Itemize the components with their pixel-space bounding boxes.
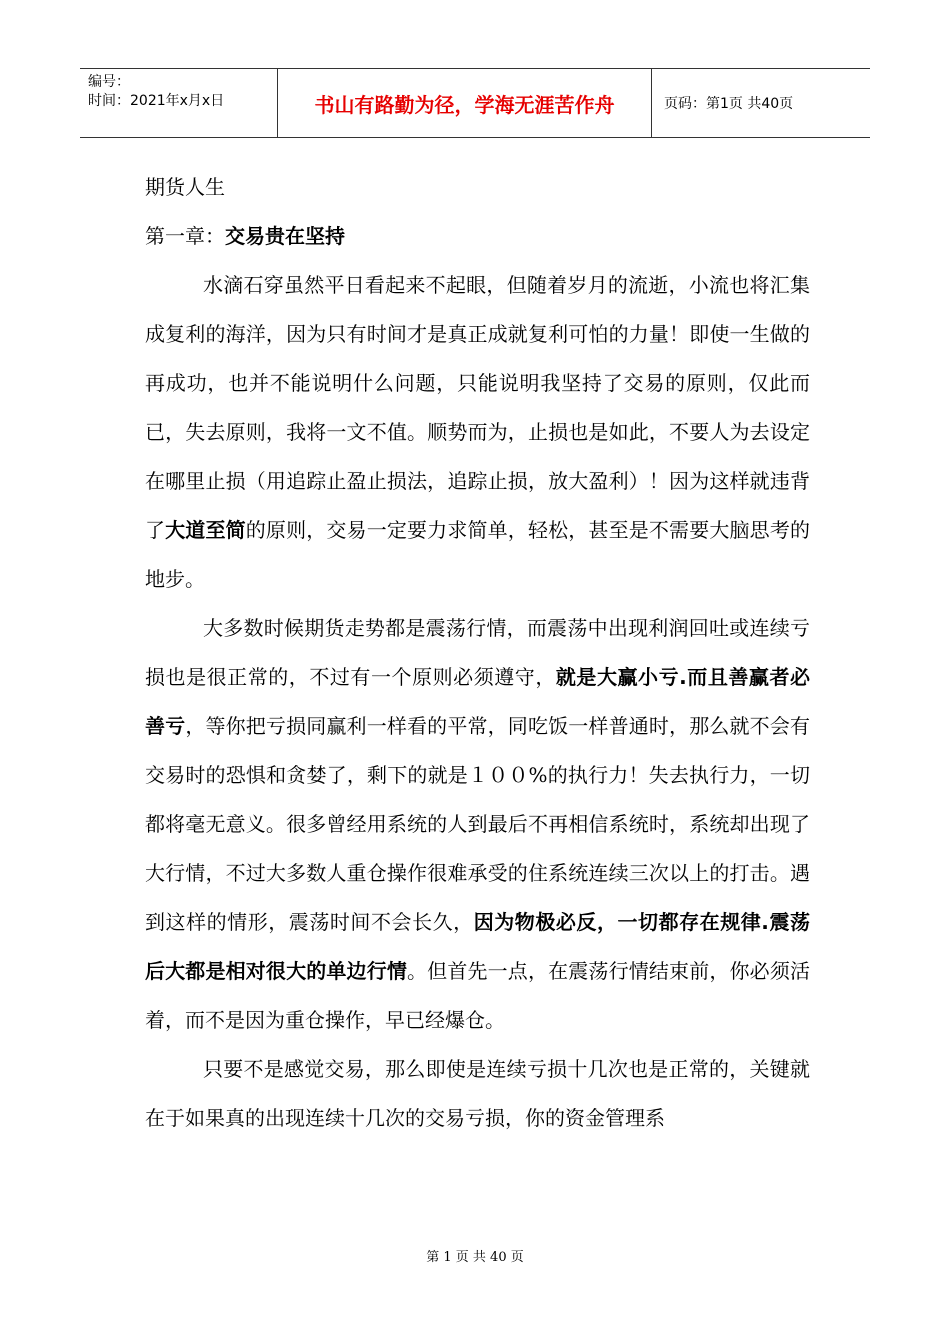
bold-phrase: 因为物极必反，一切都存在规律.震荡后大都是相对很大的单边行情	[145, 910, 810, 983]
paragraph-text: 只要不是感觉交易，那么即使是连续亏损十几次也是正常的，关键就在于如果真的出现连续十几次的交易亏损，你的资金管理系	[145, 1057, 810, 1130]
page-info: 页码：第1页 共40页	[664, 96, 794, 112]
chapter-prefix: 第一章：	[145, 224, 225, 248]
header-motto-cell	[278, 69, 652, 137]
paragraph-2	[145, 604, 810, 1045]
number-label: 编号：	[88, 74, 130, 90]
header-meta-cell	[80, 69, 278, 137]
footer-page-number: 第 1 页 共 40 页	[426, 1250, 524, 1265]
chapter-title: 交易贵在坚持	[225, 224, 345, 248]
time-label: 时间：2021年x月x日	[88, 93, 225, 109]
motto-text: 书山有路勤为径，学海无涯苦作舟	[314, 92, 615, 117]
document-body	[145, 163, 810, 1143]
paragraph-text: 大多数时候期货走势都是震荡行情，而震荡中出现利润回吐或连续亏损也是很正常的，不过有一个原则必须遵守，	[145, 616, 810, 689]
bold-phrase: 就是大赢小亏.而且善赢者必善亏	[145, 665, 810, 738]
header-page-cell	[652, 69, 870, 137]
document-title: 期货人生	[145, 175, 225, 199]
document-header	[80, 68, 870, 138]
paragraph-3	[145, 1045, 810, 1143]
paragraph-text: 。但首先一点，在震荡行情结束前，你必须活着，而不是因为重仓操作，早已经爆仓。	[145, 959, 810, 1032]
paragraph-1	[145, 261, 810, 604]
bold-phrase: 大道至简	[165, 518, 246, 542]
chapter-heading	[145, 212, 810, 261]
page-footer	[0, 1246, 950, 1265]
paragraph-text: 的原则，交易一定要力求简单，轻松，甚至是不需要大脑思考的地步。	[145, 518, 810, 591]
paragraph-text: ，等你把亏损同赢利一样看的平常，同吃饭一样普通时，那么就不会有交易时的恐惧和贪婪了，剩下的就是１００%的执行力！失去执行力，一切都将毫无意义。很多曾经用系统的人到最后不再相信系统时，系统却出现了大行情，不过大多数人重仓操作很难承受的住系统连续三次以上的打击。遇到这样的情形，震荡时间不会长久，	[145, 714, 810, 934]
paragraph-text: 水滴石穿虽然平日看起来不起眼，但随着岁月的流逝，小流也将汇集成复利的海洋，因为只有时间才是真正成就复利可怕的力量！即使一生做的再成功，也并不能说明什么问题，只能说明我坚持了交易的原则，仅此而已，失去原则，我将一文不值。顺势而为，止损也是如此，不要人为去设定在哪里止损（用追踪止盈止损法，追踪止损，放大盈利）！因为这样就违背了	[145, 273, 810, 542]
